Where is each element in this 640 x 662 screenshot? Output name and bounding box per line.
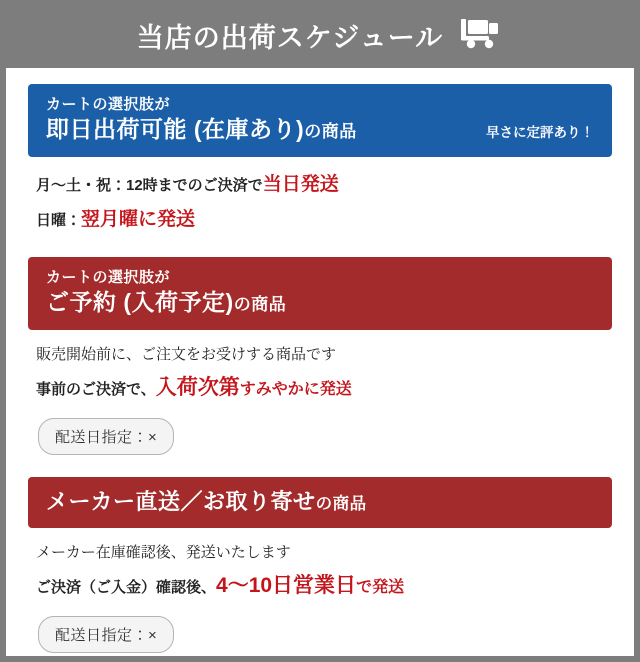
band-big-text: 即日出荷可能 (在庫あり) bbox=[46, 116, 305, 143]
band-small-label: カートの選択肢が bbox=[46, 269, 171, 287]
section-detail-preorder bbox=[28, 330, 612, 459]
detail-prefix: 販売開始前に、ご注文をお受けする商品です bbox=[36, 346, 337, 364]
detail-line bbox=[36, 541, 606, 565]
detail-prefix: メーカー在庫確認後、発送いたします bbox=[36, 544, 291, 562]
section-band-preorder bbox=[28, 257, 612, 330]
detail-prefix: 事前のご決済で、 bbox=[36, 381, 156, 399]
detail-line bbox=[36, 570, 606, 603]
band-big-suffix: の商品 bbox=[315, 494, 367, 513]
section-detail-immediate bbox=[28, 157, 612, 243]
detail-prefix: 月～土・祝：12時までのご決済で bbox=[36, 177, 263, 195]
spacer bbox=[28, 459, 612, 477]
page-header bbox=[6, 6, 634, 68]
detail-line bbox=[36, 343, 606, 367]
spacer bbox=[28, 243, 612, 257]
detail-suffix: で発送 bbox=[356, 579, 405, 597]
band-big-label bbox=[46, 115, 357, 145]
detail-emphasis: 入荷次第 bbox=[155, 376, 240, 400]
band-big-text: ご予約 (入荷予定) bbox=[46, 289, 234, 316]
band-labels bbox=[46, 95, 357, 145]
detail-emphasis: 当日発送 bbox=[262, 174, 339, 196]
section-band-immediate bbox=[28, 84, 612, 157]
detail-suffix: すみやかに発送 bbox=[239, 381, 352, 399]
band-big-suffix: の商品 bbox=[233, 295, 287, 315]
band-labels bbox=[46, 268, 286, 318]
delivery-date-badge: 配送日指定：× bbox=[38, 616, 174, 653]
band-small-label: カートの選択肢が bbox=[46, 96, 171, 113]
band-big-suffix: の商品 bbox=[304, 122, 357, 142]
band-big-label bbox=[46, 488, 367, 517]
band-note: 早さに定評あり！ bbox=[486, 125, 594, 141]
detail-prefix: 日曜： bbox=[36, 211, 82, 229]
band-big-label bbox=[46, 288, 286, 318]
hand-truck-icon bbox=[459, 17, 503, 54]
detail-emphasis: 翌月曜に発送 bbox=[81, 208, 196, 230]
detail-line bbox=[36, 372, 606, 405]
page-title: 当店の出荷スケジュール bbox=[136, 22, 444, 53]
delivery-date-badge: 配送日指定：× bbox=[38, 418, 174, 455]
detail-emphasis: 4～10日営業日 bbox=[216, 574, 357, 598]
section-band-dropship bbox=[28, 477, 612, 529]
section-detail-dropship bbox=[28, 528, 612, 657]
detail-line bbox=[36, 170, 606, 199]
band-labels bbox=[46, 488, 367, 517]
detail-line bbox=[36, 205, 606, 234]
band-big-text: メーカー直送／お取り寄せ bbox=[46, 488, 316, 514]
schedule-content bbox=[6, 68, 634, 657]
detail-prefix: ご決済（ご入金）確認後、 bbox=[36, 579, 217, 597]
